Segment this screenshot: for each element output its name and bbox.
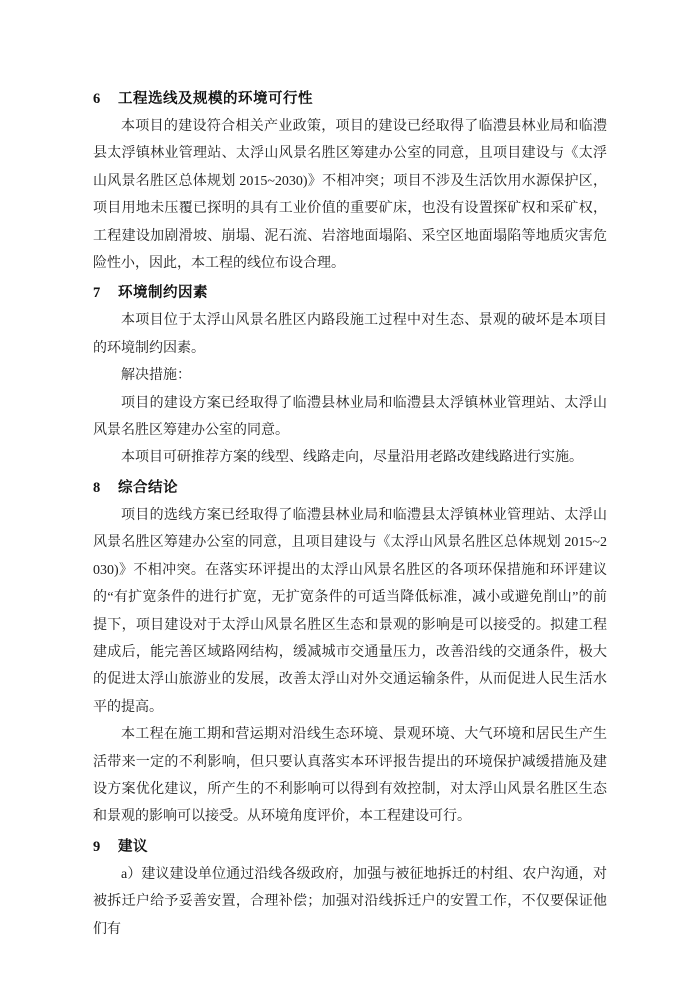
document-content (93, 85, 607, 943)
paragraph: 本项目位于太浮山风景名胜区内路段施工过程中对生态、景观的破坏是本项目的环境制约因素。 (93, 313, 607, 356)
section-title: 综合结论 (118, 479, 178, 496)
section-heading (93, 833, 607, 861)
paragraph: 项目的建设方案已经取得了临澧县林业局和临澧县太浮镇林业管理站、太浮山风景名胜区筹建办公室的同意。 (93, 395, 607, 439)
section-title: 工程选线及规模的环境可行性 (118, 91, 313, 107)
paragraph: 本项目的建设符合相关产业政策，项目的建设已经取得了临澧县林业局和临澧县太浮镇林业管理站、太浮山风景名胜区筹建办公室的同意，且项目建设与《太浮山风景名胜区总体规划 2015~2030)》不相冲突；项目不涉及生活饮用水源保护区，项目用地未压覆已探明的具有工业价值的重要矿床，也没有设置探矿权和采矿权，工程建设加剧滑坡、崩塌、泥石流、岩溶地面塌陷、采空区地面塌陷等地质灾害危险性小，因此，本工程的线位布设合理。 (93, 119, 607, 272)
paragraph: 本工程在施工期和营运期对沿线生态环境、景观环境、大气环境和居民生产生活带来一定的不利影响，但只要认真落实本环评报告提出的环境保护减缓措施及建设方案优化建议，所产生的不利影响可以得到有效控制，对太浮山风景名胜区生态和景观的影响可以接受。从环境角度评价，本工程建设可行。 (93, 727, 607, 825)
section-title: 环境制约因素 (118, 285, 208, 302)
section-heading (93, 85, 607, 113)
section-7 (93, 279, 607, 471)
section-number: 6 (93, 91, 101, 107)
section-number: 8 (93, 479, 101, 496)
section-number: 9 (93, 838, 101, 855)
section-title: 建议 (118, 838, 148, 855)
paragraph: 解决措施： (121, 368, 191, 384)
paragraph: 本项目可研推荐方案的线型、线路走向，尽量沿用老路改建线路进行实施。 (121, 450, 583, 466)
paragraph: 项目的选线方案已经取得了临澧县林业局和临澧县太浮镇林业管理站、太浮山风景名胜区筹建办公室的同意，且项目建设与《太浮山风景名胜区总体规划 2015~2030)》不相冲突。在落实环评提出的太浮山风景名胜区的各项环保措施和环评建议的“有扩宽条件的进行扩宽，无扩宽条件的可适当降低标准，减小或避免削山”的前提下，项目建设对于太浮山风景名胜区生态和景观的影响是可以接受的。拟建工程建成后，能完善区域路网结构，缓减城市交通量压力，改善沿线的交通条件，极大的促进太浮山旅游业的发展，改善太浮山对外交通运输条件，从而促进人民生活水平的提高。 (93, 507, 607, 715)
section-8 (93, 474, 607, 831)
section-6 (93, 85, 607, 277)
section-heading (93, 279, 607, 307)
section-9 (93, 833, 607, 943)
section-number: 7 (93, 285, 101, 302)
section-heading (93, 474, 607, 502)
paragraph: a）建议建设单位通过沿线各级政府，加强与被征地拆迁的村组、农户沟通，对被拆迁户给予妥善安置，合理补偿；加强对沿线拆迁户的安置工作，不仅要保证他们有 (93, 866, 607, 937)
